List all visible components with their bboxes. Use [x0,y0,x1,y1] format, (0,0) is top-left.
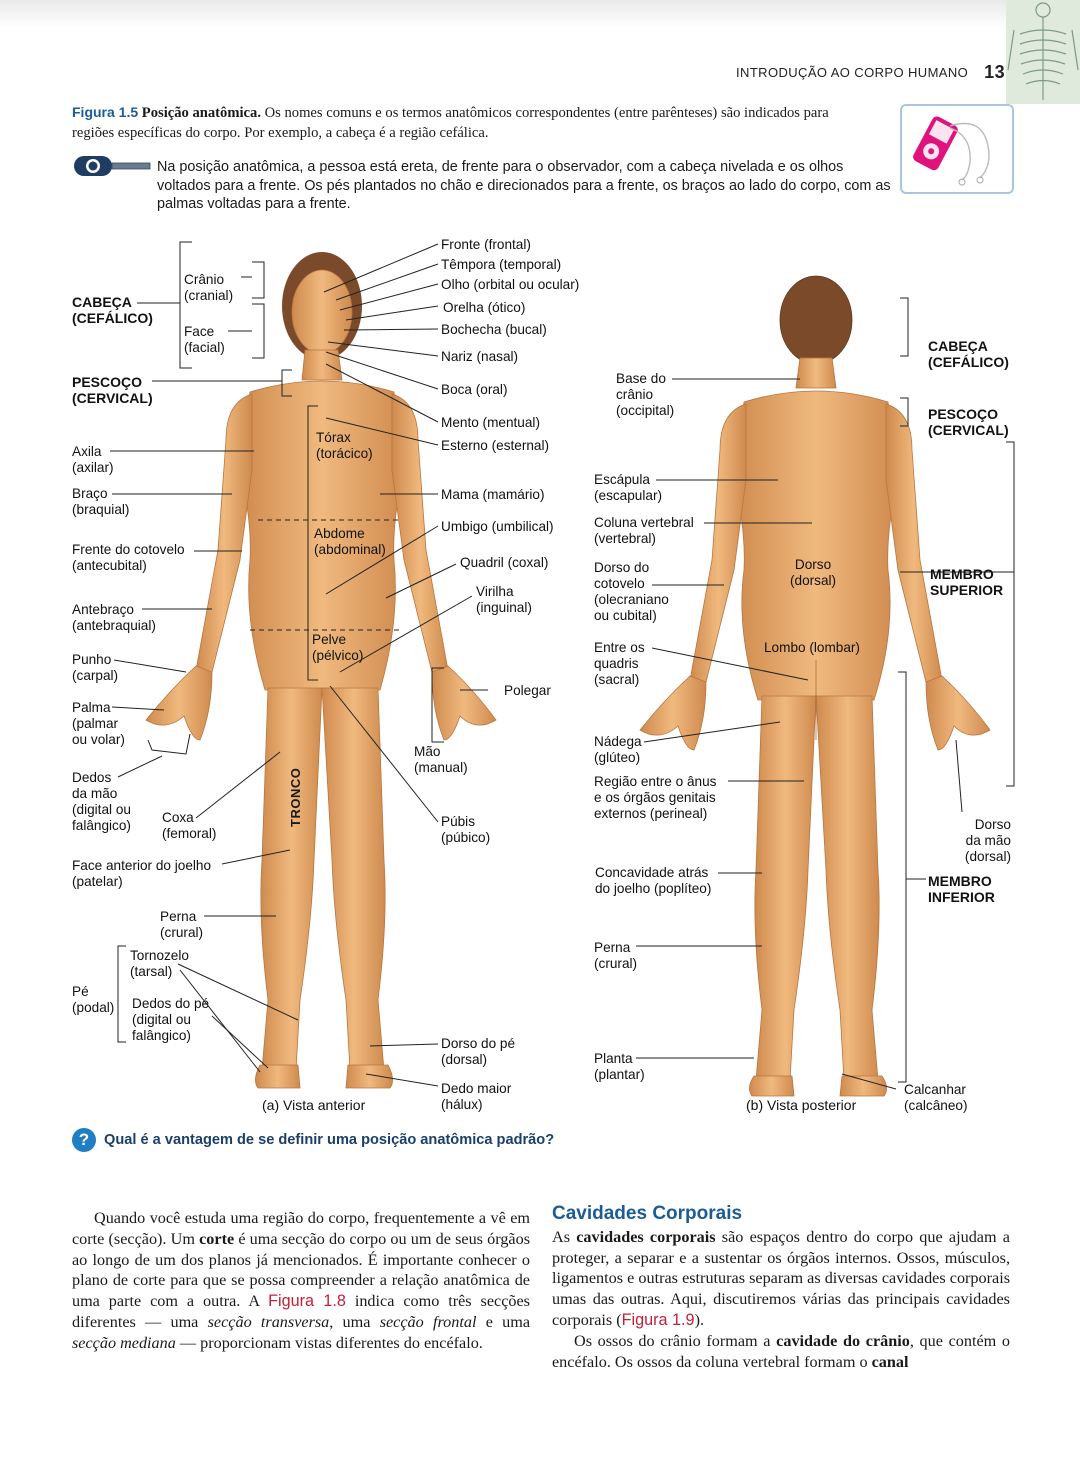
body-column-left [72,1208,530,1354]
term-secao-mediana: secção mediana [72,1333,176,1352]
label-quadril: Quadril (coxal) [460,555,549,570]
question-icon: ? [72,1128,96,1152]
label-umbigo: Umbigo (umbilical) [441,519,554,534]
figure-label: Figura 1.5 [72,104,139,120]
label-orelha: Orelha (ótico) [443,300,526,315]
functions-note: Na posição anatômica, a pessoa está ereta, de frente para o observador, com a cabeça nivelada e os olhos voltados para a frente. Os pés plantados no chão e direcionados para a frente, os braços ao lado do corpo, com as palmas voltadas para a frente. [157,159,891,212]
term-canal: canal [871,1352,909,1371]
label-lombo: Lombo (lombar) [764,640,860,655]
label-pubis: Púbis (púbico) [441,814,491,845]
label-punho: Punho (carpal) [72,652,119,683]
col1-text: — proporcionam vistas diferentes do encéfalo. [175,1333,483,1352]
paragraph-2: Os ossos do crânio formam a cavidade do crânio, que contém o encéfalo. Os ossos da coluna vertebral formam o canal [552,1331,1010,1371]
skeleton-thumbnail-icon [1006,0,1080,104]
label-calcanhar: Calcanhar (calcâneo) [904,1082,968,1113]
label-coxa: Coxa (femoral) [162,810,217,841]
label-perna-post: Perna (crural) [594,940,638,971]
label-mento: Mento (mentual) [441,415,540,430]
label-perna: Perna (crural) [160,909,204,940]
label-vista-anterior: (a) Vista anterior [262,1097,366,1113]
label-membro-inferior: MEMBRO INFERIOR [928,873,995,905]
paragraph-1: As cavidades corporais são espaços dentro do corpo que ajudam a proteger, a separar e a sustentar os órgãos internos. Ossos, músculos, ligamentos e outras estruturas separam as diversas cavidades corporais umas das outras. Aqui, discutiremos várias das principais cavidades corporais (Figura 1.9). [552,1227,1010,1329]
label-virilha: Virilha (inguinal) [476,584,532,615]
functions-icon [72,154,152,178]
label-pe: Pé (podal) [72,984,115,1015]
label-antebraco: Antebraço (antebraquial) [72,602,156,633]
page-number: 13 [984,62,1005,82]
label-dedos-pe: Dedos do pé (digital ou falângico) [132,996,210,1043]
label-coluna: Coluna vertebral (vertebral) [594,515,694,546]
col1-text: Quando você estuda uma região do corpo, frequentemente a vê em corte (secção). Um [72,1209,530,1248]
term-corte: corte [199,1229,235,1248]
body-column-right [552,1204,1010,1372]
media-box[interactable] [900,104,1014,194]
figure-ref-1-9[interactable]: Figura 1.9 [621,1310,695,1329]
label-face: Face (facial) [184,324,225,355]
label-palma: Palma (palmar ou volar) [72,700,125,747]
figure-caption [72,102,832,143]
label-planta: Planta (plantar) [594,1051,645,1082]
label-fronte: Fronte (frontal) [441,237,531,252]
label-pescoco: PESCOÇO (CERVICAL) [72,374,153,406]
label-axila: Axila (axilar) [72,444,114,475]
label-mama: Mama (mamário) [441,487,545,502]
anatomical-figure [0,220,1080,1120]
label-dorso: Dorso (dorsal) [790,557,837,588]
term-secao-frontal: secção frontal [379,1312,477,1331]
label-escapula: Escápula (escapular) [594,472,662,503]
label-tronco: TRONCO [288,767,303,827]
question-text: Qual é a vantagem de se definir uma posição anatômica padrão? [104,1131,555,1148]
anterior-body [146,252,496,1088]
caption-text: Os nomes comuns e os termos anatômicos correspondentes (entre parênteses) são indicados para regiões específicas do corpo. Por exemplo, a cabeça é a região cefálica. [72,105,829,141]
label-tornozelo: Tornozelo (tarsal) [130,948,189,979]
label-cranio: Crânio (cranial) [184,272,234,303]
label-perineal: Região entre o ânus e os órgãos genitais externos (perineal) [594,774,717,821]
figure-artwork [0,220,1080,1120]
term-cavidades: cavidades corporais [576,1227,716,1246]
label-abdome: Abdome (abdominal) [314,526,386,557]
posterior-body [640,276,990,1096]
caption-title: Posição anatômica. [141,105,261,121]
col1-text: é uma secção do corpo ou um de seus órgãos ao longo de um dos planos já mencionados. É importante conhecer o plano de corte para que se possa compreender a relação anatômica de uma parte com a outra. A [72,1229,530,1311]
label-tempora: Têmpora (temporal) [441,257,562,272]
label-dorso-pe: Dorso do pé (dorsal) [441,1036,516,1067]
label-boca: Boca (oral) [441,382,508,397]
label-torax: Tórax (torácico) [316,430,373,461]
label-polegar: Polegar [504,683,551,698]
label-popliteo: Concavidade atrás do joelho (poplíteo) [595,865,712,896]
label-olho: Olho (orbital ou ocular) [441,277,580,292]
col1-text: indica como três secções diferentes — uma [72,1292,530,1331]
label-pescoco-post: PESCOÇO (CERVICAL) [928,406,1009,438]
term-cavidade-cranio: cavidade do crânio [776,1331,910,1350]
section-heading: Cavidades Corporais [552,1203,743,1224]
term-secao-transversa: secção transversa [207,1312,330,1331]
review-question [72,1128,554,1152]
col1-text: , uma [329,1312,380,1331]
label-base-cranio: Base do crânio (occipital) [616,371,675,418]
label-dorso-cotovelo: Dorso do cotovelo (olecraniano ou cubital) [594,560,669,623]
label-braco: Braço (braquial) [72,486,130,517]
running-title: INTRODUÇÃO AO CORPO HUMANO [736,65,969,80]
col1-text: e uma [476,1312,531,1331]
label-nadega: Nádega (glúteo) [594,734,642,765]
label-cabeca-post: CABEÇA (CEFÁLICO) [928,338,1009,370]
ipod-icon [902,106,1008,188]
label-mao: Mão (manual) [414,744,468,775]
label-entre-quadris: Entre os quadris (sacral) [594,640,645,687]
label-joelho: Face anterior do joelho (patelar) [72,858,212,889]
figure-ref-1-8[interactable]: Figura 1.8 [268,1292,346,1311]
label-vista-posterior: (b) Vista posterior [746,1097,857,1113]
label-cabeca: CABEÇA (CEFÁLICO) [72,294,153,326]
label-cotovelo: Frente do cotovelo (antecubital) [72,542,185,573]
label-bochecha: Bochecha (bucal) [441,322,547,337]
running-header [700,62,1005,83]
label-pelve: Pelve (pélvico) [312,632,364,663]
label-nariz: Nariz (nasal) [441,349,519,364]
label-esterno: Esterno (esternal) [441,438,550,453]
label-dedos: Dedos da mão (digital ou falângico) [72,770,131,833]
label-dorso-mao: Dorso da mão (dorsal) [964,817,1011,864]
top-band [0,0,1080,28]
label-membro-superior: MEMBRO SUPERIOR [930,566,1004,598]
label-dedo-maior: Dedo maior (hálux) [441,1081,512,1112]
